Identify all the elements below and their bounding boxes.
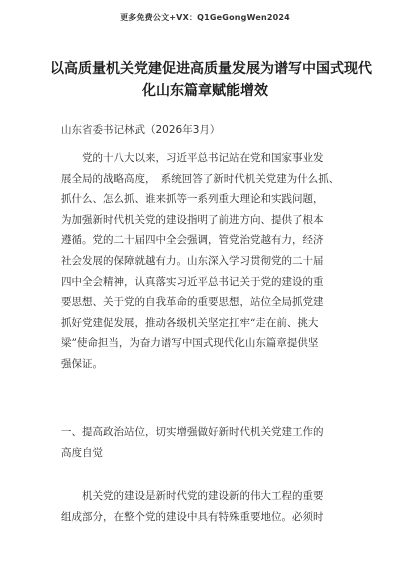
paragraph-line: 抓什么、怎么抓、谁来抓等一系列重大理论和实践问题， <box>61 193 324 206</box>
paragraph-line: 为加强新时代机关党的建设指明了前进方向、提供了根本 <box>61 213 324 226</box>
paragraph-line: 要思想、关于党的自我革命的重要思想，站位全局抓党建 <box>61 296 324 309</box>
section-heading-line: 一、提高政治站位，切实增强做好新时代机关党建工作的 <box>61 426 324 438</box>
paragraph-line: 机关党的建设是新时代党的建设新的伟大工程的重要 <box>61 490 324 502</box>
paragraph-intro <box>61 148 351 375</box>
section-heading-1 <box>61 422 351 463</box>
header-note: 更多免费公文+VX：Q1GeGongWen2024 <box>120 13 290 22</box>
document-title-line: 以高质量机关党建促进高质量发展为谱写中国式现代 <box>50 61 372 77</box>
document-title-line: 化山东篇章赋能增效 <box>142 83 268 99</box>
paragraph-line: 党的十八大以来，习近平总书记站在党和国家事业发 <box>61 152 324 164</box>
paragraph-line: 遵循。党的二十届四中全会强调，管党治党越有力，经济 <box>61 234 324 247</box>
paragraph-line: 社会发展的保障就越有力。山东深入学习贯彻党的二十届 <box>61 254 324 267</box>
byline: 山东省委书记林武（2026年3月） <box>61 124 221 136</box>
paragraph-line: 展全局的战略高度， 系统回答了新时代机关党建为什么抓、 <box>61 172 340 185</box>
document-title <box>50 58 372 102</box>
paragraph-line: 强保证。 <box>61 357 103 370</box>
paragraph-line: 抓好党建促发展，推动各级机关坚定扛牢“走在前、挑大 <box>61 316 319 329</box>
section-heading-line: 高度自觉 <box>61 446 103 459</box>
paragraph-section-1 <box>61 486 351 527</box>
paragraph-line: 四中全会精神，认真落实习近平总书记关于党的建设的重 <box>61 275 324 288</box>
paragraph-line: 梁”使命担当，为奋力谱写中国式现代化山东篇章提供坚 <box>61 337 319 350</box>
paragraph-line: 组成部分，在整个党的建设中具有特殊重要地位。必须时 <box>61 510 324 523</box>
